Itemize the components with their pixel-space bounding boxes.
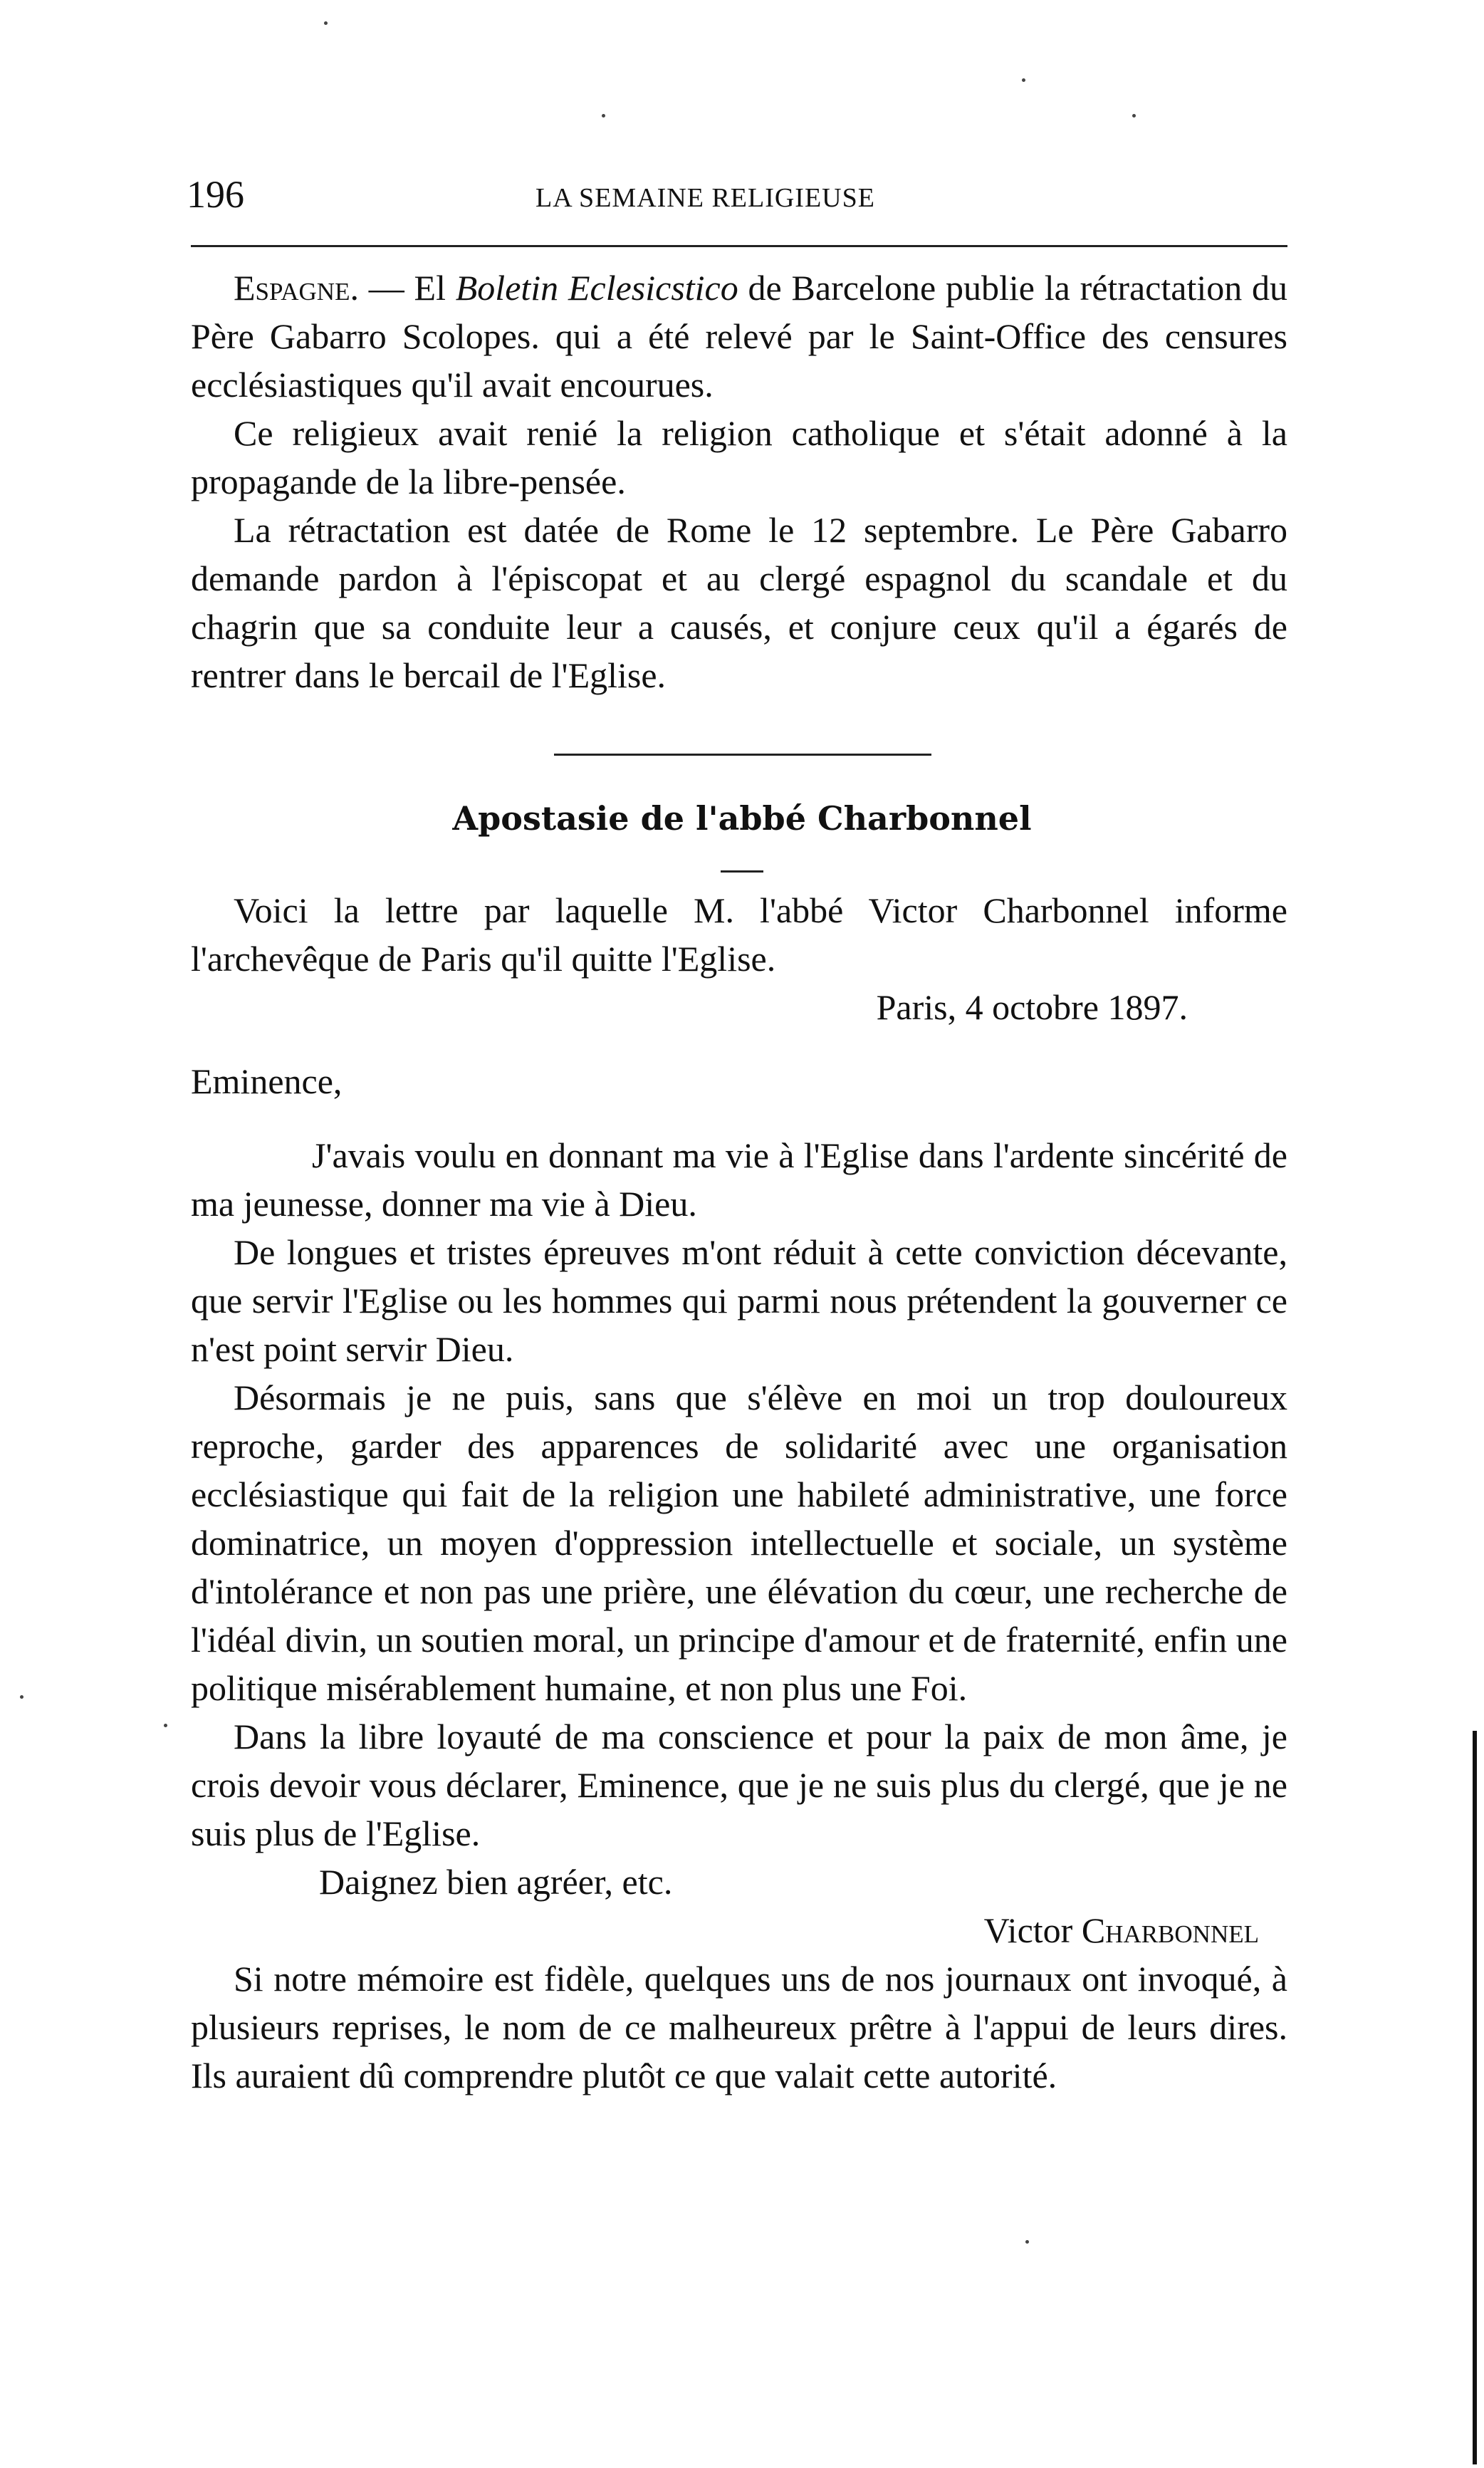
signature-last-name: Charbonnel [1081,1910,1259,1950]
article-intro: Voici la lettre par laquelle M. l'abbé Victor Charbonnel informe l'archevêque de Paris qu'il quitte l'Eglise. [191,890,1287,979]
letter-paragraph-2: De longues et tristes épreuves m'ont réduit à cette conviction décevante, que servir l'Eglise ou les hommes qui parmi nous prétendent la gouverner ce n'est point servir Dieu. [191,1232,1287,1369]
scan-speck [602,114,605,118]
running-title: LA SEMAINE RELIGIEUSE [535,183,875,213]
scan-speck [164,1724,167,1727]
scan-speck [20,1695,23,1699]
signature-first-name: Victor [983,1910,1082,1950]
newspaper-title: Boletin Eclesicstico [455,268,738,308]
title-dash [721,870,763,873]
letter-paragraph-3: Désormais je ne puis, sans que s'élève en moi un trop douloureux reproche, garder des apparences de solidarité avec une organisation ecclésiastique qui fait de la religion une habileté administrative, une force dominatrice, un moyen d'oppression intellectuelle et sociale, un système d'intolérance et non pas une prière, une élévation du cœur, une recherche de l'idéal divin, un soutien moral, un principe d'amour et de fraternité, enfin une politique misérablement humaine, et non plus une Foi. [191,1378,1287,1708]
scan-speck [1022,78,1025,82]
espagne-section [191,264,1287,699]
espagne-paragraph-1 [191,264,1287,409]
letter-paragraph-1: J'avais voulu en donnant ma vie à l'Eglise dans l'ardente sincérité de ma jeunesse, donner ma vie à Dieu. [191,1135,1287,1224]
espagne-paragraph-3: La rétractation est datée de Rome le 12 septembre. Le Père Gabarro demande pardon à l'épiscopat et au clergé espagnol du scandale et du chagrin que sa conduite leur a causés, et conjure ceux qu'il a égarés de rentrer dans le bercail de l'Eglise. [191,510,1287,695]
page-number: 196 [187,173,244,216]
scan-speck [1132,114,1136,118]
section-separator [554,754,931,756]
commentary-paragraph: Si notre mémoire est fidèle, quelques uns de nos journaux ont invoqué, à plusieurs reprises, le nom de ce malheureux prêtre à l'appui de leurs dires. Ils auraient dû comprendre plutôt ce que valait cette autorité. [191,1959,1287,2095]
espagne-paragraph-2: Ce religieux avait renié la religion catholique et s'était adonné à la propagande de la libre-pensée. [191,413,1287,501]
scan-speck [1025,2240,1029,2244]
scan-edge-bar [1473,1731,1477,2464]
scan-speck [324,21,328,25]
signature [191,1906,1287,1954]
salutation: Eminence, [191,1061,343,1101]
header-rule [191,245,1287,247]
article-title: Apostasie de l'abbé Charbonnel [452,799,1032,838]
espagne-label: Espagne. [234,268,359,308]
article-body [191,886,1287,2100]
espagne-p1-tail: de Barcelone publie la rétractation du Père Gabarro Scolopes. qui a été relevé par le Saint-Office des censures ecclésiastiques qu'il avait encourues. [191,268,1288,405]
letter-closing: Daignez bien agréer, etc. [319,1862,673,1902]
letter-paragraph-4: Dans la libre loyauté de ma conscience et pour la paix de mon âme, je crois devoir vous déclarer, Eminence, que je ne suis plus du clergé, que je ne suis plus de l'Eglise. [191,1717,1287,1853]
espagne-p1-rest: — El [358,268,456,308]
dateline: Paris, 4 octobre 1897. [876,987,1188,1027]
